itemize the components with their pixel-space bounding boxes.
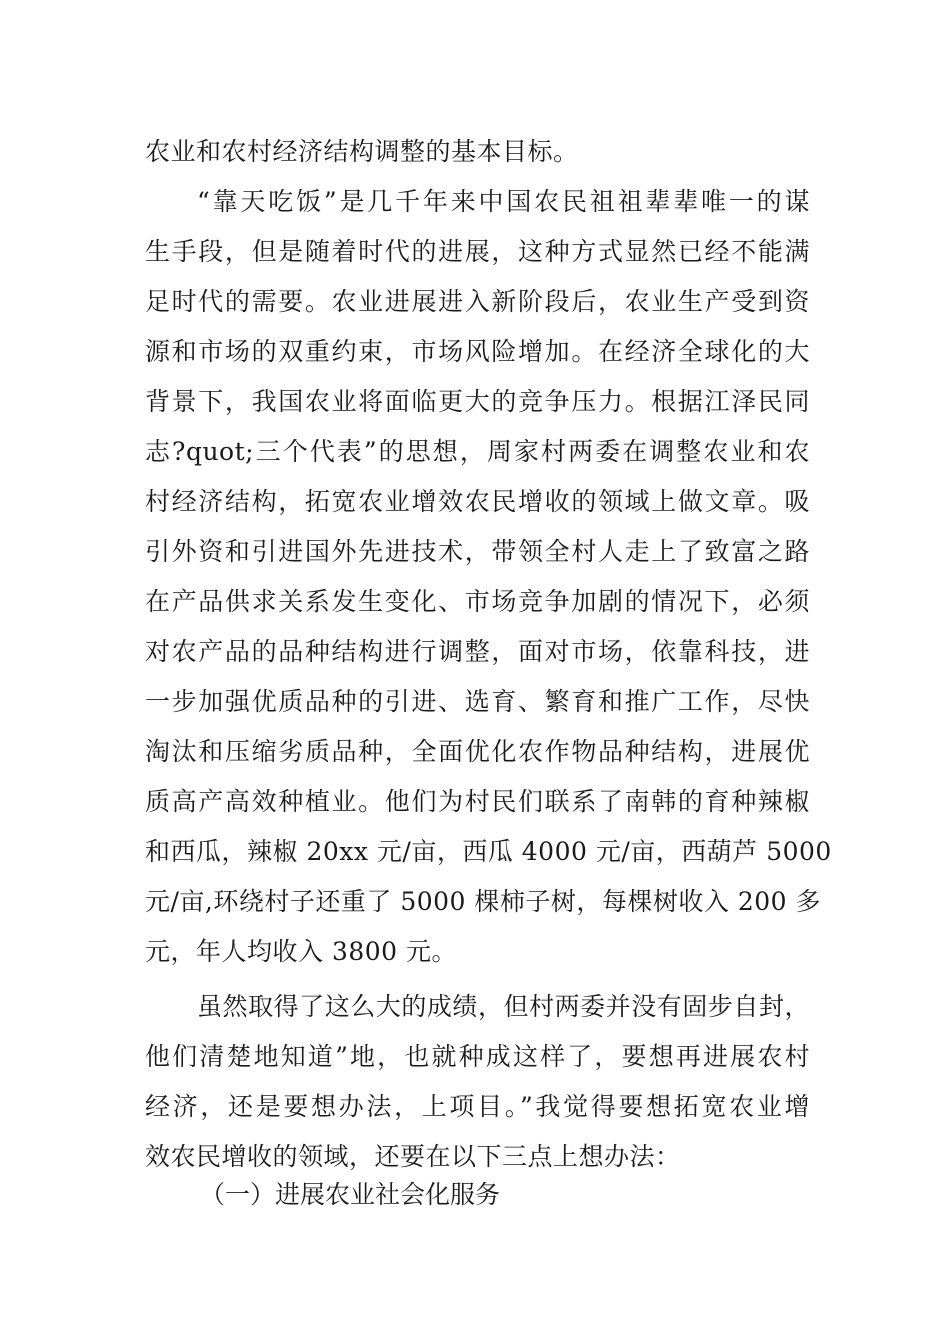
paragraph-2-line-14: 和西瓜，辣椒 20xx 元/亩，西瓜 4000 元/亩，西葫芦 5000 [145,837,832,866]
paragraph-2-line-6: 志?quot;三个代表”的思想，周家村两委在调整农业和农 [145,437,810,466]
paragraph-3-line-3: 经济，还是要想办法，上项目。”我觉得要想拓宽农业增 [145,1092,810,1121]
paragraph-2-line-3: 足时代的需要。农业进展进入新阶段后，农业生产受到资 [145,287,810,316]
paragraph-2-line-9: 在产品供求关系发生变化、市场竞争加剧的情况下，必须 [145,587,810,616]
paragraph-2-line-2: 生手段，但是随着时代的进展，这种方式显然已经不能满 [145,237,810,266]
paragraph-2-line-7: 村经济结构，拓宽农业增效农民增收的领域上做文章。吸 [145,487,810,516]
body-text [145,127,832,1182]
paragraph-2-line-12: 淘汰和压缩劣质品种，全面优化农作物品种结构，进展优 [145,737,810,766]
paragraph-2-line-8: 引外资和引进国外先进技术，带领全村人走上了致富之路 [145,537,810,566]
paragraph-3-line-1: 虽然取得了这么大的成绩，但村两委并没有固步自封， [197,992,810,1021]
paragraph-3-line-4: 效农民增收的领域，还要在以下三点上想办法： [145,1142,681,1171]
paragraph-2-line-10: 对农产品的品种结构进行调整，面对市场，依靠科技，进 [145,637,810,666]
paragraph-2-line-4: 源和市场的双重约束，市场风险增加。在经济全球化的大 [145,337,810,366]
paragraph-2-line-11: 一步加强优质品种的引进、选育、繁育和推广工作，尽快 [145,687,810,716]
paragraph-1-line-1: 农业和农村经济结构调整的基本目标。 [145,137,579,166]
section-heading: （一）进展农业社会化服务 [200,1180,501,1209]
paragraph-2-line-13: 质高产高效种植业。他们为村民们联系了南韩的育种辣椒 [145,787,810,816]
paragraph-2-line-1: “靠天吃饭”是几千年来中国农民祖祖辈辈唯一的谋 [197,187,810,216]
paragraph-2-line-15: 元/亩,环绕村子还重了 5000 棵柿子树，每棵树收入 200 多 [145,887,821,916]
paragraph-2-line-5: 背景下，我国农业将面临更大的竞争压力。根据江泽民同 [145,387,810,416]
paragraph-3-line-2: 他们清楚地知道”地，也就种成这样了，要想再进展农村 [145,1042,810,1071]
paragraph-2-line-16: 元，年人均收入 3800 元。 [145,937,458,966]
